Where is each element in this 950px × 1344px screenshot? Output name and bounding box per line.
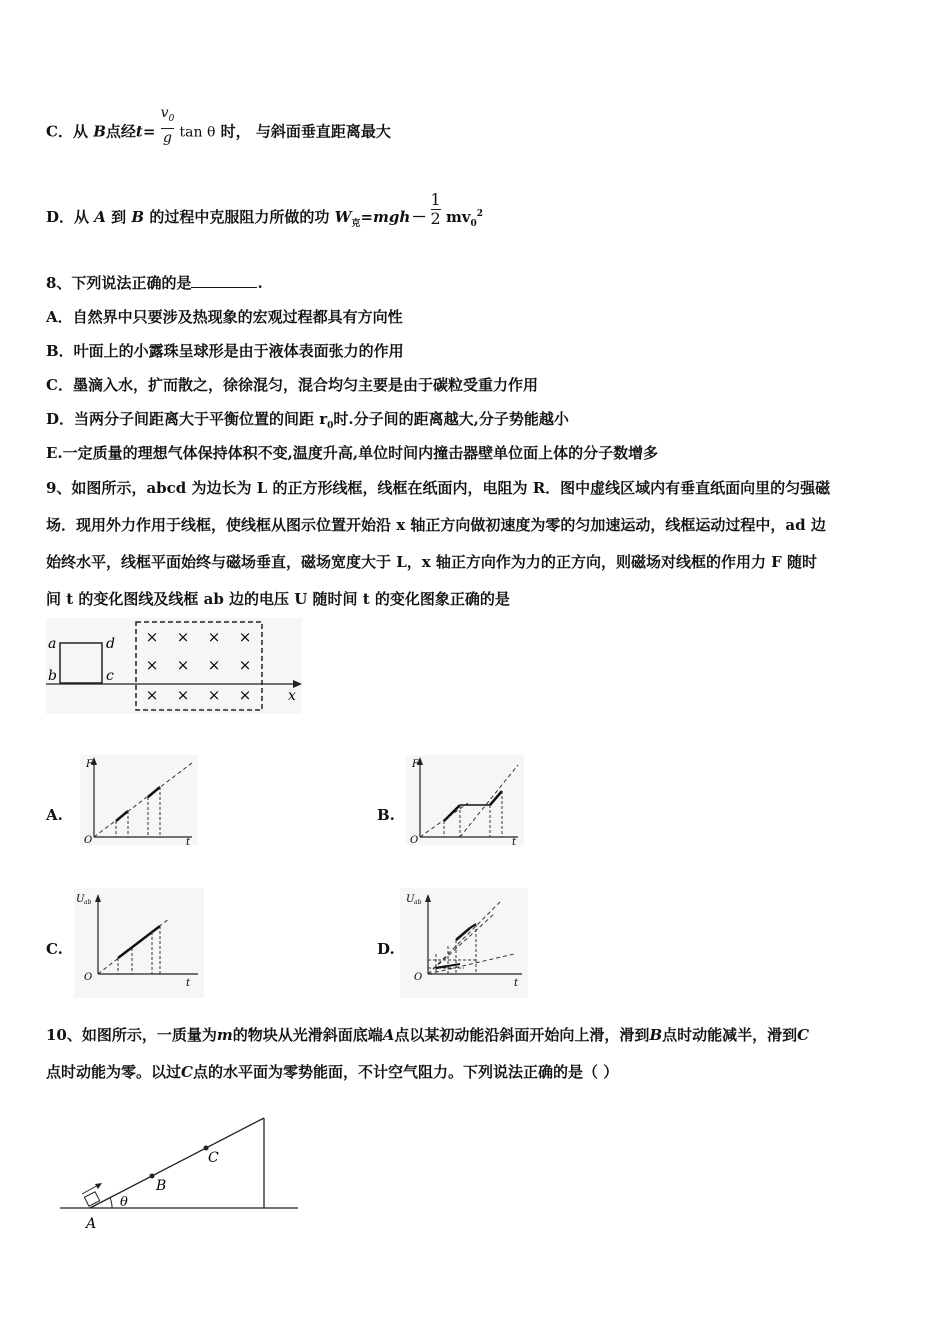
label-d: d [106,636,115,652]
label-c: C [208,1150,219,1166]
q9-stem-line3: 始终水平，线框平面始终与磁场垂直，磁场宽度大于 L，x 轴正方向作为力的正方向，则磁场对线框的作用力 F 随时 [46,553,818,571]
field-cross: × [207,686,221,704]
svg-text:O: O [414,972,423,983]
q9-option-a-label: A. [46,806,63,824]
field-cross: × [238,656,252,674]
q10-stem-line2: 点时动能为零。以过C点的水平面为零势能面，不计空气阻力。下列说法正确的是（ ） [46,1063,619,1081]
q9-stem-line4: 间 t 的变化图线及线框 ab 边的电压 U 随时间 t 的变化图象正确的是 [46,590,510,608]
svg-text:t: t [514,978,519,989]
svg-text:t: t [186,978,191,989]
field-cross: × [176,656,190,674]
field-cross: × [145,656,159,674]
q7-option-c: C．从 B点经$t= \frac{v_0}{g}$ tan θ 时， 与斜面垂直距离最大 [46,105,391,146]
svg-text:F: F [412,759,419,770]
q9-stem-line1: 9、如图所示，abcd 为边长为 L 的正方形线框，线框在纸面内，电阻为 R．图中虚线区域内有垂直纸面向里的匀强磁 [46,479,831,497]
label-b: b [48,668,57,684]
q9-option-b-label: B. [377,806,395,824]
q8-option-b: B．叶面上的小露珠呈球形是由于液体表面张力的作用 [46,342,404,360]
svg-text:t: t [186,837,191,845]
q9-option-c-label: C. [46,940,63,958]
svg-text:O: O [84,972,93,983]
field-cross: × [145,686,159,704]
label-x: x [288,688,296,704]
fraction-one-half: $\frac{1}{2}$ [430,189,441,228]
label-a: A [86,1216,97,1232]
label-theta: θ [120,1195,128,1210]
field-cross: × [207,628,221,646]
incline-surface [90,1118,264,1208]
svg-text:ab: ab [84,899,92,906]
label-b: B [156,1178,167,1194]
field-cross: × [238,628,252,646]
svg-text:F: F [86,759,93,770]
label-a: a [48,636,57,652]
q9-graph-a [80,755,198,845]
q10-incline-figure [60,1110,300,1236]
svg-text:O: O [84,835,93,845]
q10-stem-line1: 10、如图所示，一质量为m的物块从光滑斜面底端A点以某初动能沿斜面开始向上滑，滑到B点时动能减半，滑到C [46,1026,810,1044]
q8-option-e: E.一定质量的理想气体保持体积不变,温度升高,单位时间内撞击器壁单位面上体的分子数增多 [46,444,659,462]
q7-option-d: D．从 A 到 B 的过程中克服阻力所做的功 $W_克=mgh- \frac{1}{2}$ $mv_0^2$ [46,189,484,229]
svg-text:t: t [512,837,517,845]
q8-option-d: D．当两分子间距离大于平衡位置的间距 $r_0$时.分子间的距离越大,分子势能越小 [46,410,569,431]
q9-figure [46,618,302,714]
field-cross: × [176,686,190,704]
q9-option-d-label: D. [377,940,395,958]
field-cross: × [207,656,221,674]
q9-graph-d [400,888,528,998]
label-c: c [106,668,114,684]
svg-text:ab: ab [414,899,422,906]
field-cross: × [238,686,252,704]
point-b [150,1174,155,1179]
fraction-v0-over-g: $\frac{v_0}{g}$ [160,105,175,146]
field-cross: × [145,628,159,646]
svg-text:U: U [76,894,85,905]
svg-text:O: O [410,835,419,845]
answer-blank [191,273,257,288]
svg-text:U: U [406,894,415,905]
q9-graph-b [406,755,524,845]
q8-option-c: C．墨滴入水，扩而散之，徐徐混匀，混合均匀主要是由于碳粒受重力作用 [46,376,538,394]
field-cross: × [176,628,190,646]
q8-stem: 8、下列说法正确的是 . [46,274,263,292]
q9-graph-c [74,888,204,998]
q9-stem-line2: 场．现用外力作用于线框，使线框从图示位置开始沿 x 轴正方向做初速度为零的匀加速运动，线框运动过程中，ad 边 [46,516,826,534]
q8-option-a: A．自然界中只要涉及热现象的宏观过程都具有方向性 [46,308,403,326]
